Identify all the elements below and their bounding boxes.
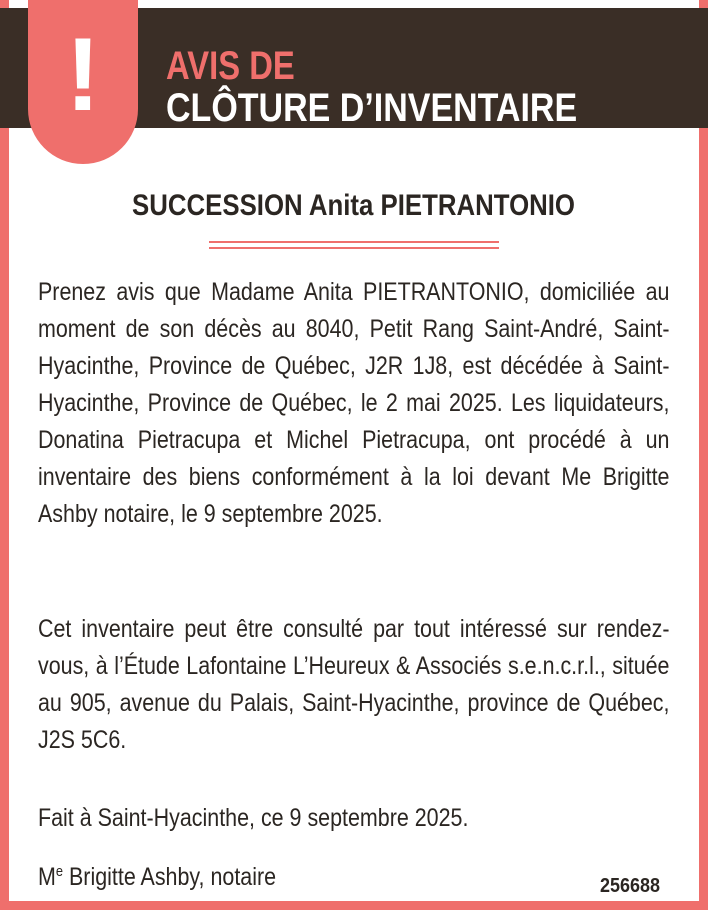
reference-number: 256688 — [600, 875, 661, 897]
succession-title-text: SUCCESSION Anita PIETRANTONIO — [132, 189, 576, 222]
divider-line-top — [209, 241, 499, 243]
paragraph-consultation: Cet inventaire peut être consulté par tout intéressé sur rendez-vous, à l’Étude Lafontaine L’Heureux & Associés s.e.n.c.r.l., située au 905, avenue du Palais, Saint-Hyacinthe, province de Québec, J2S 5C6. — [38, 615, 670, 754]
signature-name: Brigitte Ashby, notaire — [68, 863, 277, 891]
succession-title — [0, 186, 708, 226]
signature — [38, 859, 276, 896]
header-title-line1: AVIS DE — [166, 44, 295, 88]
paragraph-notice: Prenez avis que Madame Anita PIETRANTONIO, domiciliée au moment de son décès au 8040, Petit Rang Saint-André, Saint-Hyacinthe, Province de Québec, J2R 1J8, est décédée à Saint-Hyacinthe, Province de Québec, le 2 mai 2025. Les liquidateurs, Donatina Pietracupa et Michel Pietracupa, ont procédé à un inventaire des biens conformément à la loi devant Me Brigitte Ashby notaire, le 9 septembre 2025. — [38, 278, 670, 528]
exclamation-icon: ! — [65, 17, 101, 133]
signature-prefix-superscript: e — [55, 863, 64, 880]
notice-body — [38, 274, 670, 849]
paragraph-date: Fait à Saint-Hyacinthe, ce 9 septembre 2025. — [38, 804, 469, 832]
signature-prefix: M — [38, 863, 56, 891]
divider-line-bottom — [209, 247, 499, 249]
header-title-line2: CLÔTURE D’INVENTAIRE — [166, 86, 578, 130]
